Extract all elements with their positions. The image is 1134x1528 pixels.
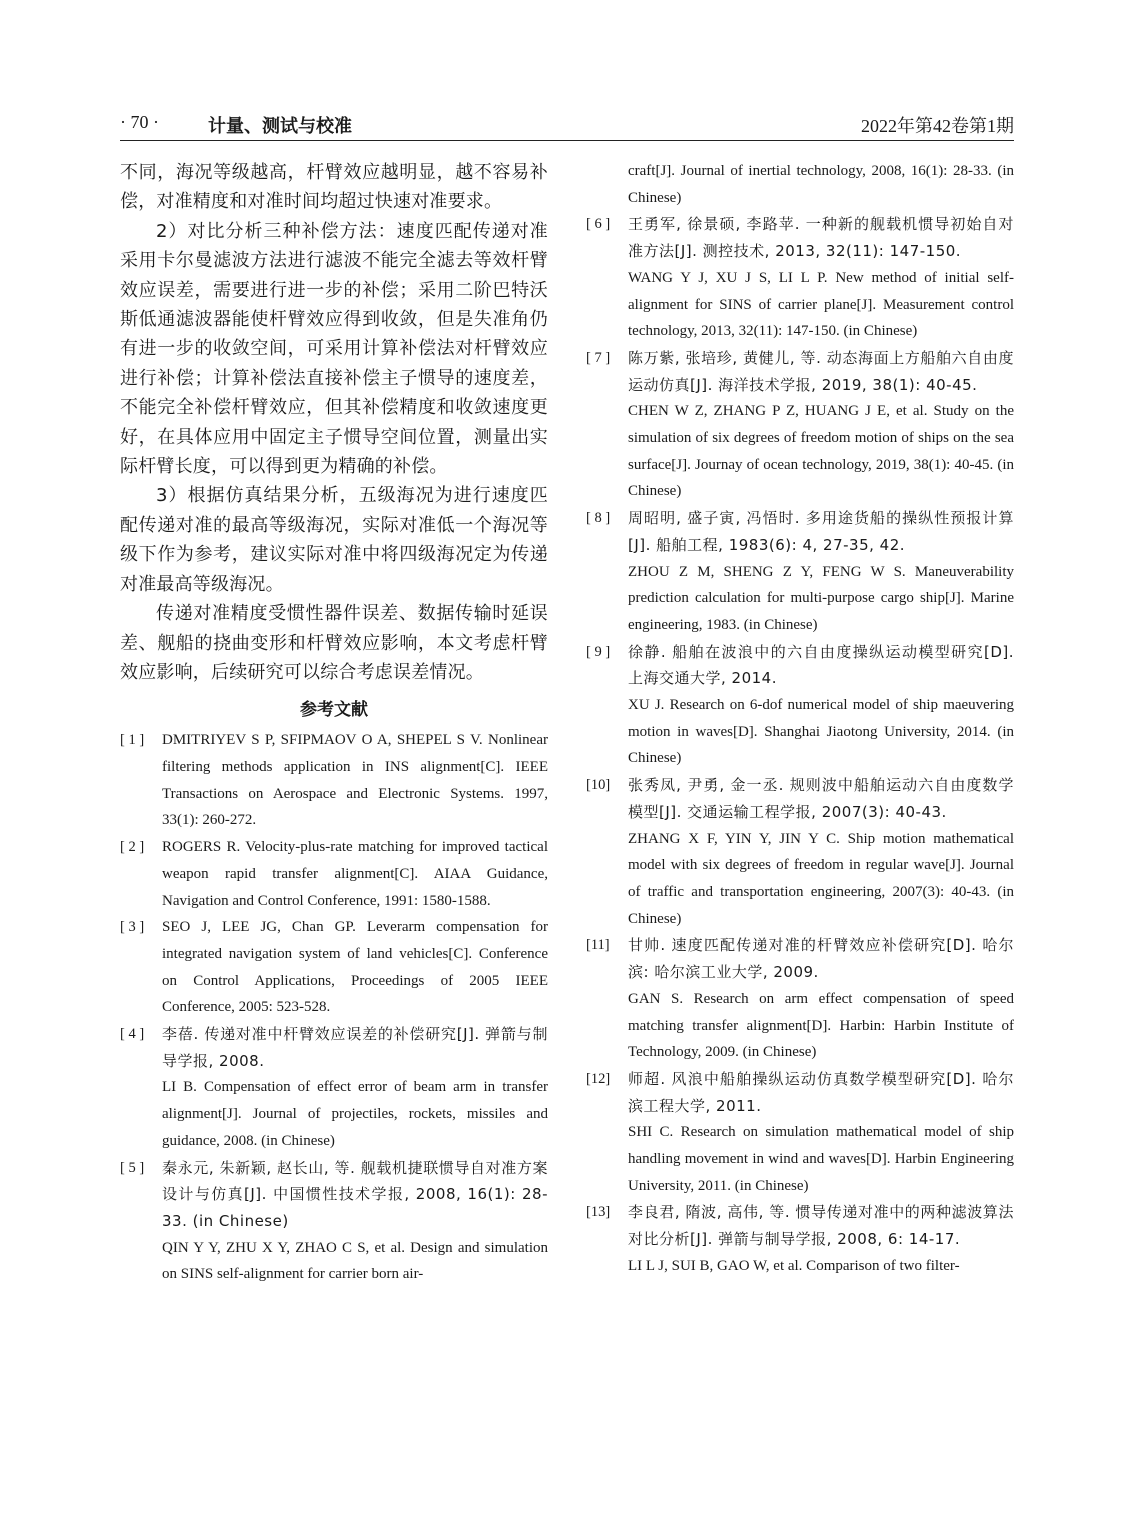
reference-english: QIN Y Y, ZHU X Y, ZHAO C S, et al. Design and simulation on SINS self-alignment for carrier born air- xyxy=(162,1239,548,1283)
reference-chinese: 陈万紫, 张培珍, 黄健儿, 等. 动态海面上方船舶六自由度运动仿真[J]. 海洋技术学报, 2019, 38(1): 40-45. xyxy=(628,348,1014,394)
reference-chinese: 师超. 风浪中船舶操纵运动仿真数学模型研究[D]. 哈尔滨工程大学, 2011. xyxy=(628,1069,1014,1115)
reference-english: ROGERS R. Velocity-plus-rate matching for improved tactical weapon rapid transfer alignment[C]. AIAA Guidance, Navigation and Control Conference, 1991: 1580-1588. xyxy=(162,839,548,909)
reference-number: [ 7 ] xyxy=(586,349,611,366)
reference-number: [ 9 ] xyxy=(586,643,611,660)
reference-number: [ 3 ] xyxy=(120,919,145,936)
reference-item xyxy=(586,345,1014,505)
reference-chinese: 甘帅. 速度匹配传递对准的杆臂效应补偿研究[D]. 哈尔滨: 哈尔滨工业大学, 2009. xyxy=(628,936,1014,982)
reference-english: ZHANG X F, YIN Y, JIN Y C. Ship motion mathematical model with six degrees of freedom in regular wave[J]. Journal of traffic and transportation engineering, 2007(3): 40-43. (in Chinese) xyxy=(628,830,1014,927)
references-heading: 参考文献 xyxy=(300,700,368,721)
reference-english: LI L J, SUI B, GAO W, et al. Comparison of two filter- xyxy=(628,1257,960,1274)
reference-item xyxy=(586,639,1014,773)
page-number: · 70 · xyxy=(120,112,159,132)
reference-chinese: 李良君, 隋波, 高伟, 等. 惯导传递对准中的两种滤波算法对比分析[J]. 弹箭与制导学报, 2008, 6: 14-17. xyxy=(628,1203,1014,1249)
reference-item xyxy=(586,772,1014,932)
reference-number: [ 2 ] xyxy=(120,839,145,856)
reference-item xyxy=(120,727,548,834)
reference-chinese: 徐静. 船舶在波浪中的六自由度操纵运动模型研究[D]. 上海交通大学, 2014. xyxy=(628,642,1014,688)
left-column xyxy=(120,158,548,1288)
reference-number: [ 5 ] xyxy=(120,1159,145,1176)
issue-info: 2022年第42卷第1期 xyxy=(861,116,1014,136)
reference-number: [ 1 ] xyxy=(120,732,145,749)
reference-english: SEO J, LEE JG, Chan GP. Leverarm compensation for integrated navigation system of land vehicles[C]. Conference on Control Applications, Proceedings of 2005 IEEE Conference, 2005: 523-528. xyxy=(162,919,548,1016)
body-paragraph: 2）对比分析三种补偿方法：速度匹配传递对准采用卡尔曼滤波方法进行滤波不能完全滤去等效杆臂效应误差，需要进行进一步的补偿；采用二阶巴特沃斯低通滤波器能使杆臂效应得到收敛，但是失准角仍有进一步的收敛空间，可采用计算补偿法对杆臂效应进行补偿；计算补偿法直接补偿主子惯导的速度差，不能完全补偿杆臂效应，但其补偿精度和收敛速度更好，在具体应用中固定主子惯导空间位置，测量出实际杆臂长度，可以得到更为精确的补偿。 xyxy=(120,220,548,478)
reference-item xyxy=(586,932,1014,1066)
reference-english: SHI C. Research on simulation mathematical model of ship handling movement in wind and waves[D]. Harbin Engineering University, 2011. (in Chinese) xyxy=(628,1124,1014,1194)
reference-item xyxy=(586,505,1014,639)
reference-item xyxy=(120,834,548,914)
reference-english: CHEN W Z, ZHANG P Z, HUANG J E, et al. Study on the simulation of six degrees of freedom motion of ships on the sea surface[J]. Journay of ocean technology, 2019, 38(1): 40-45. (in Chinese) xyxy=(628,403,1014,500)
reference-chinese: 周昭明, 盛子寅, 冯悟时. 多用途货船的操纵性预报计算[J]. 船舶工程, 1983(6): 4, 27-35, 42. xyxy=(628,509,1014,554)
reference-english: DMITRIYEV S P, SFIPMAOV O A, SHEPEL S V. Nonlinear filtering methods application in INS alignment[C]. IEEE Transactions on Aerospace and Electronic Systems. 1997, 33(1): 260-272. xyxy=(162,732,548,829)
reference-number: [10] xyxy=(586,777,611,794)
reference-chinese: 秦永元, 朱新颖, 赵长山, 等. 舰载机捷联惯导自对准方案设计与仿真[J]. 中国惯性技术学报, 2008, 16(1): 28-33. (in Chinese) xyxy=(162,1158,548,1230)
reference-english: WANG Y J, XU J S, LI L P. New method of initial self-alignment for SINS of carrier plane[J]. Measurement control technology, 2013, 32(11): 147-150. (in Chinese) xyxy=(628,269,1014,340)
reference-number: [13] xyxy=(586,1204,611,1221)
reference-item xyxy=(120,914,548,1021)
reference-number: [12] xyxy=(586,1070,611,1087)
reference-number: [11] xyxy=(586,937,610,954)
body-paragraph: 3）根据仿真结果分析，五级海况为进行速度匹配传递对准的最高等级海况，实际对准低一个海况等级下作为参考，建议实际对准中将四级海况定为传递对准最高等级海况。 xyxy=(120,485,548,595)
reference-chinese: 李蓓. 传递对准中杆臂效应误差的补偿研究[J]. 弹箭与制导学报, 2008. xyxy=(162,1025,548,1070)
reference-item xyxy=(120,1021,548,1155)
reference-number: [ 8 ] xyxy=(586,510,611,527)
reference-english: LI B. Compensation of effect error of beam arm in transfer alignment[J]. Journal of projectiles, rockets, missiles and guidance, 2008. (in Chinese) xyxy=(162,1079,548,1149)
reference-english: ZHOU Z M, SHENG Z Y, FENG W S. Maneuverability prediction calculation for multi-purpose cargo ship[J]. Marine engineering, 1983. (in Chinese) xyxy=(628,563,1014,633)
reference-chinese: 王勇军, 徐景硕, 李路苹. 一种新的舰载机惯导初始自对准方法[J]. 测控技术, 2013, 32(11): 147-150. xyxy=(628,215,1014,261)
reference-continuation: craft[J]. Journal of inertial technology, 2008, 16(1): 28-33. (in Chinese) xyxy=(628,163,1014,206)
reference-number: [ 4 ] xyxy=(120,1026,145,1043)
reference-english: XU J. Research on 6-dof numerical model of ship maeuvering motion in waves[D]. Shanghai Jiaotong University, 2014. (in Chinese) xyxy=(628,697,1014,767)
reference-chinese: 张秀凤, 尹勇, 金一丞. 规则波中船舶运动六自由度数学模型[J]. 交通运输工程学报, 2007(3): 40-43. xyxy=(628,776,1014,821)
reference-english: GAN S. Research on arm effect compensation of speed matching transfer alignment[D]. Harbin: Harbin Institute of Technology, 2009. (in Chinese) xyxy=(628,990,1014,1061)
reference-number: [ 6 ] xyxy=(586,216,611,233)
body-paragraph: 传递对准精度受惯性器件误差、数据传输时延误差、舰船的挠曲变形和杆臂效应影响，本文考虑杆臂效应影响，后续研究可以综合考虑误差情况。 xyxy=(120,603,548,683)
reference-item xyxy=(586,211,1014,345)
reference-item xyxy=(586,1199,1014,1279)
body-paragraph: 不同，海况等级越高，杆臂效应越明显，越不容易补偿，对准精度和对准时间均超过快速对准要求。 xyxy=(120,162,548,213)
reference-item xyxy=(586,1066,1014,1200)
page-header xyxy=(120,112,1014,141)
journal-title: 计量、测试与校准 xyxy=(208,116,352,137)
right-column xyxy=(586,158,1014,1280)
reference-item xyxy=(120,1155,548,1289)
